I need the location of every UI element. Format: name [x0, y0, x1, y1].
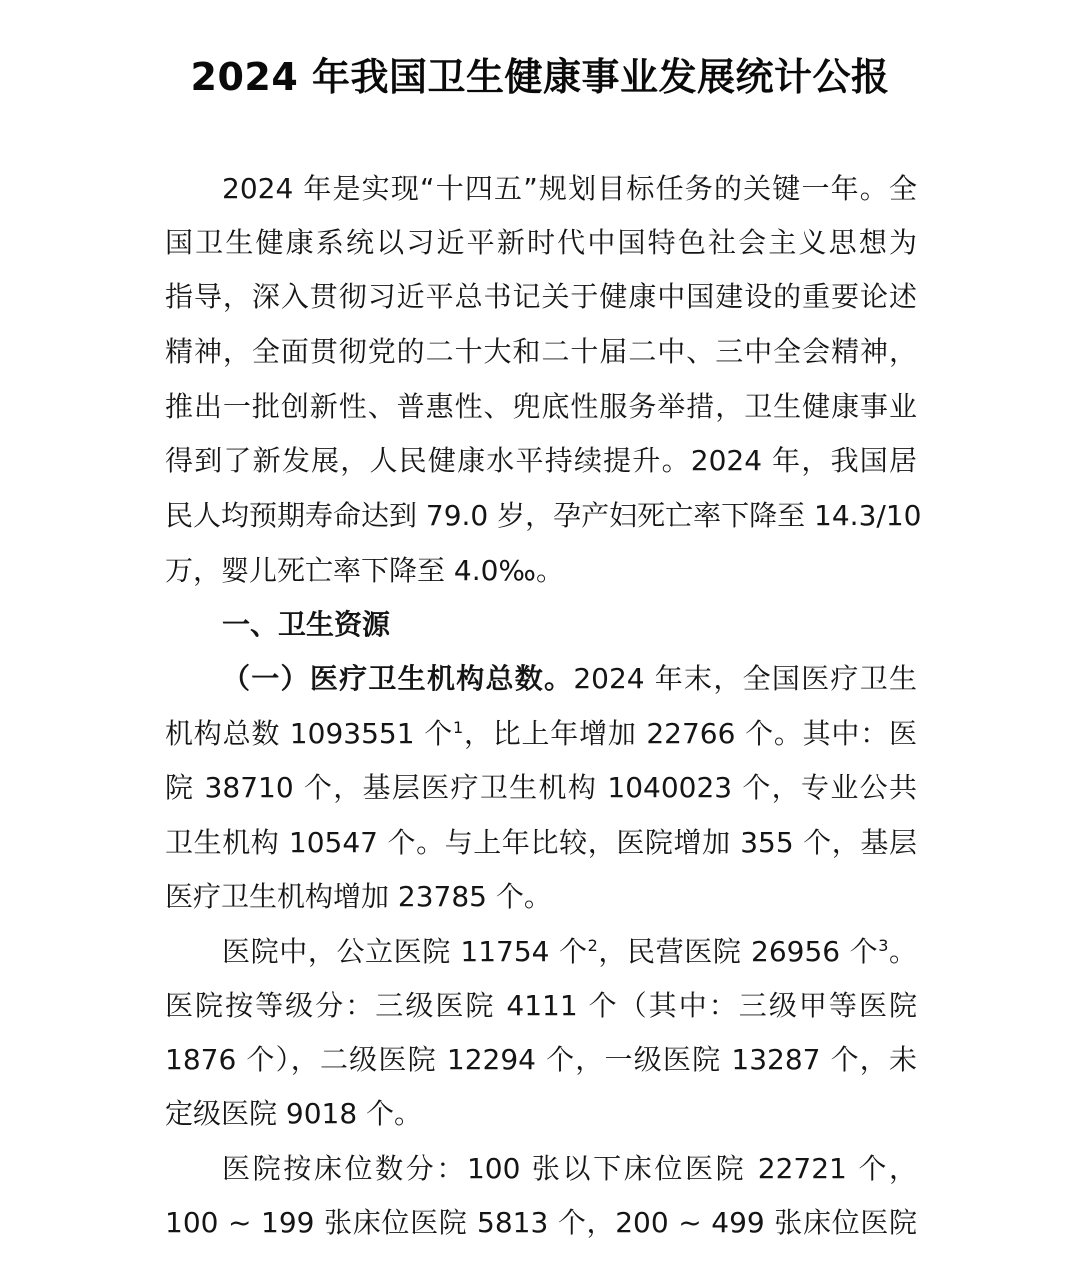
subsection-1-line-1: [222, 652, 917, 706]
subsection-1-text: 2024 年末，全国医疗卫生: [573, 662, 917, 695]
total-institutions-text: 机构总数 1093551 个: [165, 717, 453, 750]
increase-text: ，比上年增加 22766 个。其中：医: [463, 717, 917, 750]
intro-line-5: 推出一批创新性、普惠性、兜底性服务举措，卫生健康事业: [165, 390, 917, 423]
hospital-grade-line-3: 定级医院 9018 个。: [165, 1097, 423, 1130]
hospital-grade-line-2: 1876 个），二级医院 12294 个，一级医院 13287 个，未: [165, 1043, 917, 1076]
subsection-1-line-5: 医疗卫生机构增加 23785 个。: [165, 880, 552, 913]
footnote-marker-3: 3: [878, 936, 889, 955]
subsection-1-line-3: 院 38710 个，基层医疗卫生机构 1040023 个，专业公共: [165, 771, 917, 804]
subsection-1-line-4: 卫生机构 10547 个。与上年比较，医院增加 355 个，基层: [165, 826, 917, 859]
intro-line-4: 精神，全面贯彻党的二十大和二十届二中、三中全会精神，: [165, 335, 917, 368]
intro-line-7: 民人均预期寿命达到 79.0 岁，孕产妇死亡率下降至 14.3/10: [165, 499, 922, 532]
public-hospitals-text: 医院中，公立医院 11754 个: [222, 935, 588, 968]
subsection-1-label: （一）医疗卫生机构总数。: [222, 662, 574, 695]
intro-line-1: 2024 年是实现“十四五”规划目标任务的关键一年。全: [222, 172, 917, 205]
private-hospitals-text: ，民营医院 26956 个: [597, 935, 879, 968]
hospital-grade-line-1: 医院按等级分：三级医院 4111 个（其中：三级甲等医院: [165, 989, 917, 1022]
hospital-beds-line-2: 100 ~ 199 张床位医院 5813 个，200 ~ 499 张床位医院: [165, 1206, 917, 1239]
footnote-marker-2: 2: [587, 936, 598, 955]
footnote-marker-1: 1: [452, 718, 464, 737]
page-title: 2024 年我国卫生健康事业发展统计公报: [190, 55, 890, 99]
section-heading: 一、卫生资源: [222, 608, 391, 641]
subsection-1-line-2: [165, 707, 917, 761]
intro-line-2: 国卫生健康系统以习近平新时代中国特色社会主义思想为: [165, 226, 917, 259]
hospital-ownership-line: [222, 925, 917, 979]
intro-line-3: 指导，深入贯彻习近平总书记关于健康中国建设的重要论述: [165, 280, 917, 313]
intro-line-8: 万，婴儿死亡率下降至 4.0‰。: [165, 554, 565, 587]
intro-line-6: 得到了新发展，人民健康水平持续提升。2024 年，我国居: [165, 444, 917, 477]
sentence-end: 。: [888, 935, 918, 968]
hospital-beds-line-1: 医院按床位数分：100 张以下床位医院 22721 个，: [222, 1152, 917, 1185]
